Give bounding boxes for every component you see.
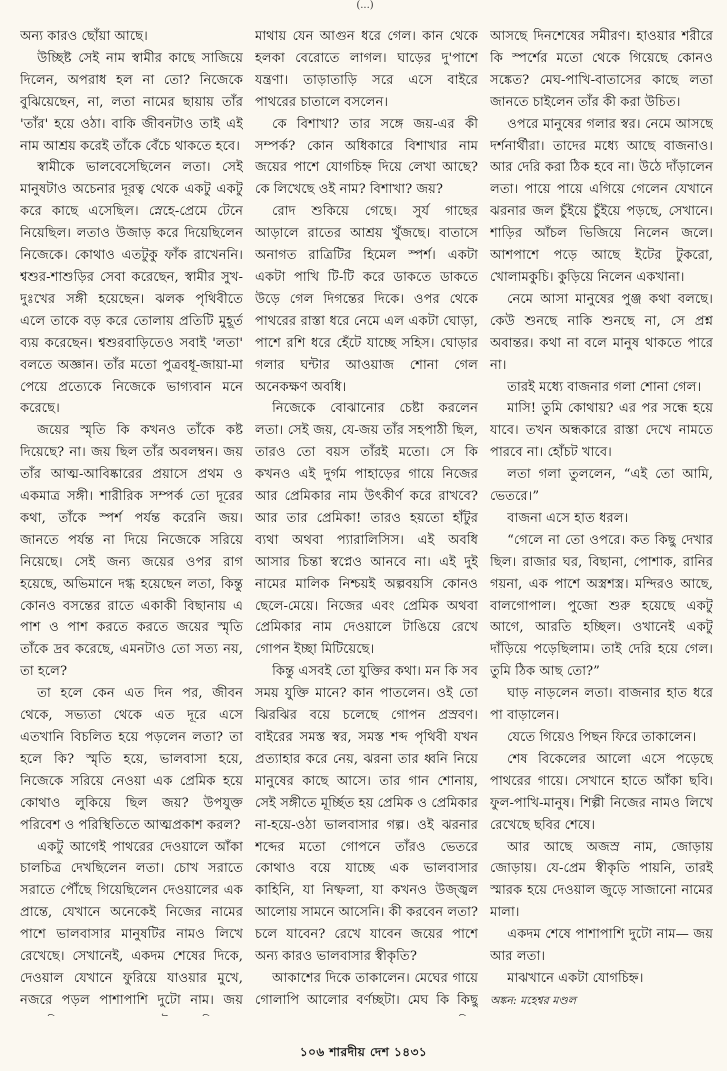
paragraph: আকাশের দিকে তাকালেন। মেঘের গায়ে গোলাপি আলোর বর্ণচ্ছটা। মেঘ কি কিছু bbox=[255, 970, 478, 1008]
paragraph: একদম শেষে পাশাপাশি দুটো নাম— জয় আর লতা। bbox=[490, 927, 713, 965]
paragraph: তা হলে কেন এত দিন পর, জীবন থেকে, সভ্যতা থেকে এত দূরে এসে এতখানি বিচলিত হয়ে পড়লেন লতা? তা হলে কি? স্মৃতি হয়ে, ভালবাসা হয়ে, নিজেকে সরিয়ে নেওয়া এক প্রেমিক হয়ে কোথাও লুকিয়ে ছিল জয়? উপযুক্ত পরিবেশ ও পরিস্থিতিতে আত্মপ্রকাশ করল? bbox=[20, 686, 243, 833]
paragraph: কিন্তু এসবই তো যুক্তির কথা। মন কি সব সময় যুক্তি মানে? কান পাতলেন। ওই তো ঝিরঝির বয়ে চলেছে গোপন প্রস্রবণ। বাইরের সমস্ত স্বর, সমস্ত শব্দ পৃথিবী যখন প্রত্যাহার করে নেয়, ঝরনা তার ধ্বনি নিয়ে মানুষের কাছে আসে। তার গান শোনায়, সেই সঙ্গীতে মূর্চ্ছিত হয় প্রেমিক ও প্রেমিকার না-হয়ে-ওঠা ভালবাসার গল্প। ওই ঝরনার শব্দের মতো গোপনে তাঁরও ভেতরে কোথাও বয়ে যাচ্ছে এক ভালবাসার কাহিনি, যা নিষ্ফলা, যা কখনও উজ্জ্বল আলোয় সামনে আসেনি। কী করবেন লতা? চলে যাবেন? রেখে যাবেন জয়ের পাশে অন্য কারও ভালবাসার স্বীকৃতি? bbox=[255, 664, 478, 965]
page-footer: ১০৬ শারদীয় দেশ ১৪৩১ bbox=[299, 1045, 428, 1059]
paragraph: মাসি! তুমি কোথায়? এর পর সন্ধে হয়ে যাবে। তখন অন্ধকারে রাস্তা দেখে নামতে পারবে না। হোঁচট খাবে। bbox=[490, 401, 713, 461]
paragraph: মাঝখানে একটা যোগচিহ্ন। bbox=[507, 970, 644, 986]
paragraph: তারই মধ্যে বাজনার গলা শোনা গেল। bbox=[507, 379, 702, 395]
column-middle bbox=[255, 26, 478, 1016]
page-top-mark: (...) bbox=[356, 0, 374, 11]
paragraph: আর আছে অজস্র নাম, জোড়ায় জোড়ায়। যে-প্রেম স্বীকৃতি পায়নি, তারই স্মারক হয়ে দেওয়াল জুড়ে সাজানো নামের মালা। bbox=[490, 839, 713, 921]
column-right bbox=[490, 26, 713, 1016]
paragraph: যেতে গিয়েও পিছন ফিরে তাকালেন। bbox=[507, 730, 697, 745]
paragraph: উচ্ছিষ্ট সেই নাম স্বামীর কাছে সাজিয়ে দিলেন, অপরাধ হল না তো? নিজেকে বুঝিয়েছেন, না, লতা নামের ছায়ায় তাঁর 'তাঁর' হয়ে ওঠা। বাকি জীবনটাও তাই এই নাম আশ্রয় করেই তাঁকে বেঁচে থাকতে হবে। bbox=[20, 50, 243, 154]
column-left bbox=[20, 26, 243, 1016]
paragraph: রোদ শুকিয়ে গেছে। সুর্য গাছের আড়ালে রাতের আশ্রয় খুঁজছে। বাতাসে অনাগত রাত্রিটির হিমেল স্পর্শ। একটা একটা পাখি টি-টি করে ডাকতে ডাকতে উড়ে গেল দিগন্তের দিকে। ওপর থেকে পাথরের রাস্তা ধরে নেমে এল একটা ঘোড়া, পাশে রশি ধরে হেঁটে যাচ্ছে সহিস। ঘোড়ার গলার ঘন্টার আওয়াজ শোনা গেল অনেকক্ষণ অবধি। bbox=[255, 204, 478, 395]
paragraph: কে বিশাখা? তার সঙ্গে জয়-এর কী সম্পর্ক? কোন অধিকারে বিশাখার নাম জয়ের পাশে যোগচিহ্ন দিয়ে লেখা আছে? কে লিখেছে ওই নাম? বিশাখা? জয়? bbox=[255, 116, 478, 198]
paragraph: লতা গলা তুললেন, “এই তো আমি, ভেতরে।” bbox=[490, 467, 713, 505]
text-columns bbox=[20, 26, 713, 1016]
paragraph: নিজেকে বোঝানোর চেষ্টা করলেন লতা। সেই জয়, যে-জয় তাঁর সহপাঠী ছিল, তারও তো বয়স তাঁরই মতো। সে কি কখনও এই দুর্গম পাহাড়ের গায়ে নিজের আর প্রেমিকার নাম উৎকীর্ণ করে রাখবে? আর তার প্রেমিকা! তারও হয়তো হাঁটুর ব্যথা অথবা প্যারালিসিস। এই অবধি আসার চিন্তা স্বপ্নেও আনবে না। এই দুই নামের মালিক নিশ্চয়ই অল্পবয়সি কোনও ছেলে-মেয়ে। নিজের এবং প্রেমিক অথবা প্রেমিকার নাম দেওয়ালে টাঙিয়ে রেখে গোপন ইচ্ছা মিটিয়েছে। bbox=[255, 401, 478, 658]
paragraph: অন্য কারও ছোঁয়া আছে। bbox=[20, 29, 148, 44]
illustration-credit: অঙ্কন: মহেশ্বর মণ্ডল bbox=[490, 993, 576, 1007]
paragraph: স্বামীকে ভালবেসেছিলেন লতা। সেই মানুষটাও অচেনার দূরত্ব থেকে একটু একটু করে কাছে এসেছিল। স্নেহে-প্রেমে টেনে নিয়েছিল। লতাও উজাড় করে দিয়েছিলেন নিজেকে। কোথাও এতটুকু ফাঁক রাখেননি। শ্বশুর-শাশুড়ির সেবা করেছেন, স্বামীর সুখ-দুঃখের সঙ্গী হয়েছেন। ঝলক পৃথিবীতে এলে তাকে বড় করে তোলায় প্রতিটি মুহূর্ত ব্যয় করেছেন। শ্বশুরবাড়িতেও সবাই 'লতা' বলতে অজ্ঞান। তাঁর মতো পুত্রবধূ-জায়া-মা পেয়ে প্রত্যেকে নিজেকে ভাগ্যবান মনে করেছে। bbox=[20, 160, 243, 417]
paragraph: “গেলে না তো ওপরে। কত কিছু দেখার ছিল। রাজার ঘর, বিছানা, পোশাক, রানির গয়না, এক পাশে অস্ত্রশস্ত্র। মন্দিরও আছে, বালগোপাল। পুজো শুরু হয়েছে একটু আগে, আরতি হচ্ছিল। ওখানেই একটু দাঁড়িয়ে পড়েছিলাম। তাই দেরি হয়ে গেল। তুমি ঠিক আছ তো?” bbox=[490, 532, 713, 680]
paragraph: শেষ বিকেলের আলো এসে পড়েছে পাথরের গায়ে। সেখানে হাতে আঁকা ছবি। ফুল-পাখি-মানুষ। শিল্পী নিজের নামও লিখে রেখেছে ছবির শেষে। bbox=[490, 751, 713, 833]
paragraph: ঘাড় নাড়লেন লতা। বাজনার হাত ধরে পা বাড়ালেন। bbox=[490, 686, 713, 724]
paragraph: নেমে আসা মানুষের পুঞ্জ কথা বলছে। কেউ শুনছে নাকি শুনছে না, সে প্রশ্ন অবান্তর। কথা না বলে মানুষ থাকতে পারে না। bbox=[490, 291, 713, 373]
paragraph: আসছে দিনশেষের সমীরণ। হাওয়ার শরীরে কি স্পর্শের মতো থেকে গিয়েছে কোনও সঙ্কেত? মেঘ-পাখি-বাতাসের কাছে লতা জানতে চাইলেন তাঁর কী করা উচিত। bbox=[490, 29, 713, 110]
paragraph: মাথায় যেন আগুন ধরে গেল। কান থেকে হলকা বেরোতে লাগল। ঘাড়ের দু'পাশে যন্ত্রণা। তাড়াতাড়ি সরে এসে বাইরে পাথরের চাতালে বসলেন। bbox=[255, 29, 478, 110]
paragraph: বাজনা এসে হাত ধরল। bbox=[507, 510, 629, 526]
paragraph: একটু আগেই পাথরের দেওয়ালে আঁকা চালচিত্র দেখছিলেন লতা। চোখ সরাতে সরাতে পৌঁছে গিয়েছিলেন দেওয়ালের এক প্রান্তে, যেখানে অনেকেই নিজের নামের পাশে ভালবাসার মানুষটির নামও লিখে রেখেছে। সেখানেই, একদম শেষের দিকে, দেওয়াল যেখানে ফুরিয়ে যাওয়ার মুখে, নজরে পড়ল পাশাপাশি দুটো নাম। জয় bbox=[20, 839, 243, 1008]
paragraph: জয়ের স্মৃতি কি কখনও তাঁকে কষ্ট দিয়েছে? না। জয় ছিল তাঁর অবলম্বন। জয় তাঁর আত্ম-আবিষ্কারের প্রয়াসে প্রথম ও একমাত্র সঙ্গী। শারীরিক সম্পর্ক তো দূরের কথা, তাঁকে স্পর্শ পর্যন্ত করেনি জয়। জানতে পর্যন্ত না দিয়ে নিজেকে সরিয়ে নিয়েছে। সেই জন্য জয়ের ওপর রাগ হয়েছে, অভিমানে দগ্ধ হয়েছেন লতা, কিন্তু কোনও বসন্তের রাতে একাকী বিছানায় এ পাশ ও পাশ করতে করতে জয়ের স্মৃতি তাঁকে দ্রব করেছে, এমনটাও তো সত্য নয়, তা হলে? bbox=[20, 423, 243, 680]
paragraph: ওপরে মানুষের গলার স্বর। নেমে আসছে দর্শনার্থীরা। তাদের মধ্যে আছে বাজনাও। আর দেরি করা ঠিক হবে না। উঠে দাঁড়ালেন লতা। পায়ে পায়ে এগিয়ে গেলেন যেখানে ঝরনার জল চুঁইয়ে চুঁইয়ে পড়ছে, সেখানে। শাড়ির আঁচল ভিজিয়ে নিলেন জলে। আশপাশে পড়ে আছে ইটের টুকরো, খোলামকুচি। কুড়িয়ে নিলেন একখানা। bbox=[490, 116, 713, 285]
